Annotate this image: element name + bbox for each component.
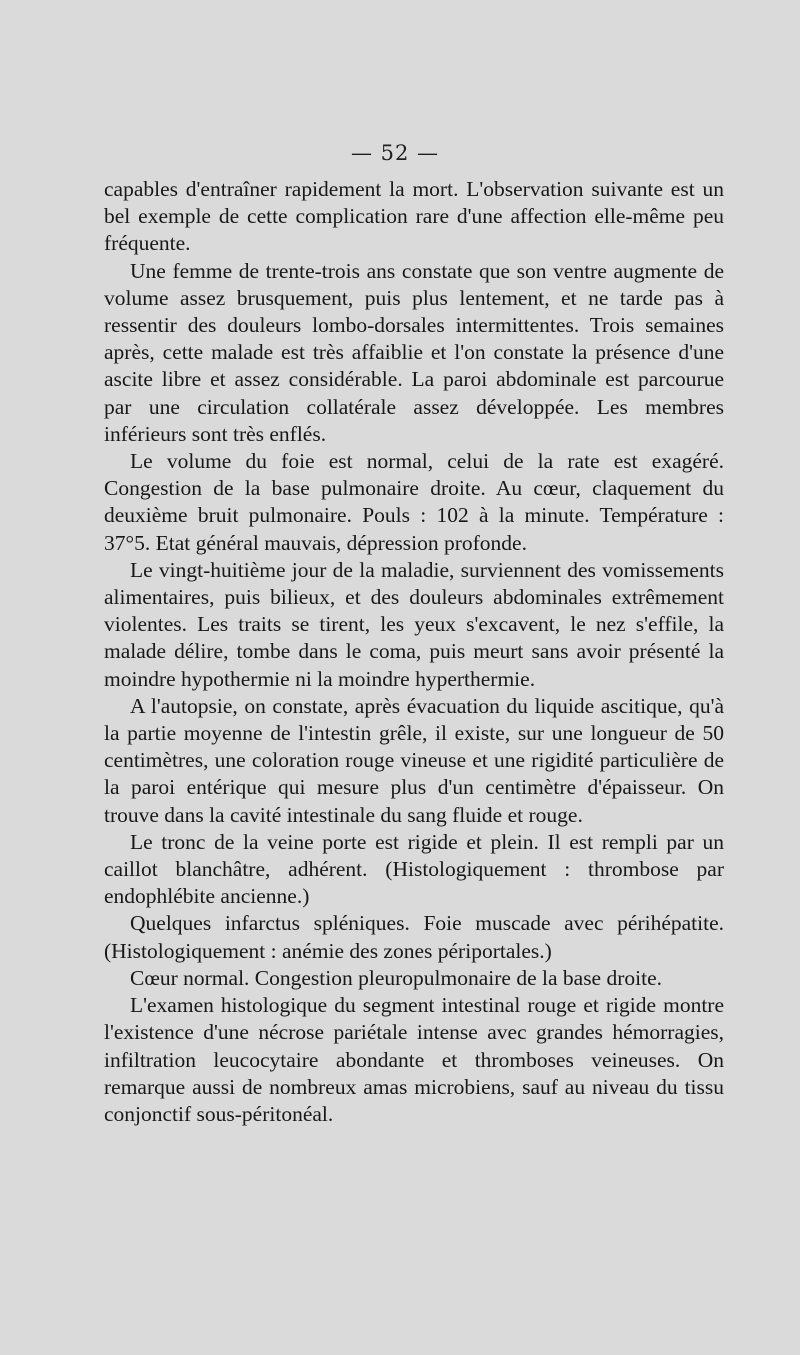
paragraph-7: Quelques infarctus spléniques. Foie muscade avec périhépatite. (Histologiquement : anémie des zones périportales.)	[104, 911, 724, 963]
paragraph-5: A l'autopsie, on constate, après évacuation du liquide ascitique, qu'à la partie moyenne de l'intestin grêle, il existe, sur une longueur de 50 centimètres, une coloration rouge vineuse et une rigidité particulière de la paroi entérique qui mesure plus d'un centimètre d'épaisseur. On trouve dans la cavité intestinale du sang fluide et rouge.	[104, 693, 724, 827]
paragraph-4: Le vingt-huitième jour de la maladie, surviennent des vomissements alimentaires, puis bilieux, et des douleurs abdominales extrêmement violentes. Les traits se tirent, les yeux s'excavent, le nez s'effile, la malade délire, tombe dans le coma, puis meurt sans avoir présenté la moindre hypothermie ni la moindre hyperthermie.	[104, 557, 724, 691]
body-text	[104, 176, 724, 1128]
page-number: — 52 —	[350, 141, 440, 165]
paragraph-6: Le tronc de la veine porte est rigide et plein. Il est rempli par un caillot blanchâtre, adhérent. (Histologiquement : thrombose par endophlébite ancienne.)	[104, 829, 724, 909]
paragraph-1: capables d'entraîner rapidement la mort. L'observation suivante est un bel exemple de cette complication rare d'une affection elle-même peu fréquente.	[104, 177, 724, 256]
paragraph-3: Le volume du foie est normal, celui de la rate est exagéré. Congestion de la base pulmonaire droite. Au cœur, claquement du deuxième bruit pulmonaire. Pouls : 102 à la minute. Température : 37°5. Etat général mauvais, dépression profonde.	[104, 449, 724, 555]
paragraph-9: L'examen histologique du segment intestinal rouge et rigide montre l'existence d'une nécrose pariétale intense avec grandes hémorragies, infiltration leucocytaire abondante et thromboses veineuses. On remarque aussi de nombreux amas microbiens, sauf au niveau du tissu conjonctif sous-péritonéal.	[104, 993, 724, 1126]
paragraph-8: Cœur normal. Congestion pleuropulmonaire de la base droite.	[130, 965, 662, 990]
paragraph-2: Une femme de trente-trois ans constate que son ventre augmente de volume assez brusquement, puis plus lentement, et ne tarde pas à ressentir des douleurs lombo-dorsales intermittentes. Trois semaines après, cette malade est très affaiblie et l'on constate la présence d'une ascite libre et assez considérable. La paroi abdominale est parcourue par une circulation collatérale assez développée. Les membres inférieurs sont très enflés.	[104, 258, 724, 446]
